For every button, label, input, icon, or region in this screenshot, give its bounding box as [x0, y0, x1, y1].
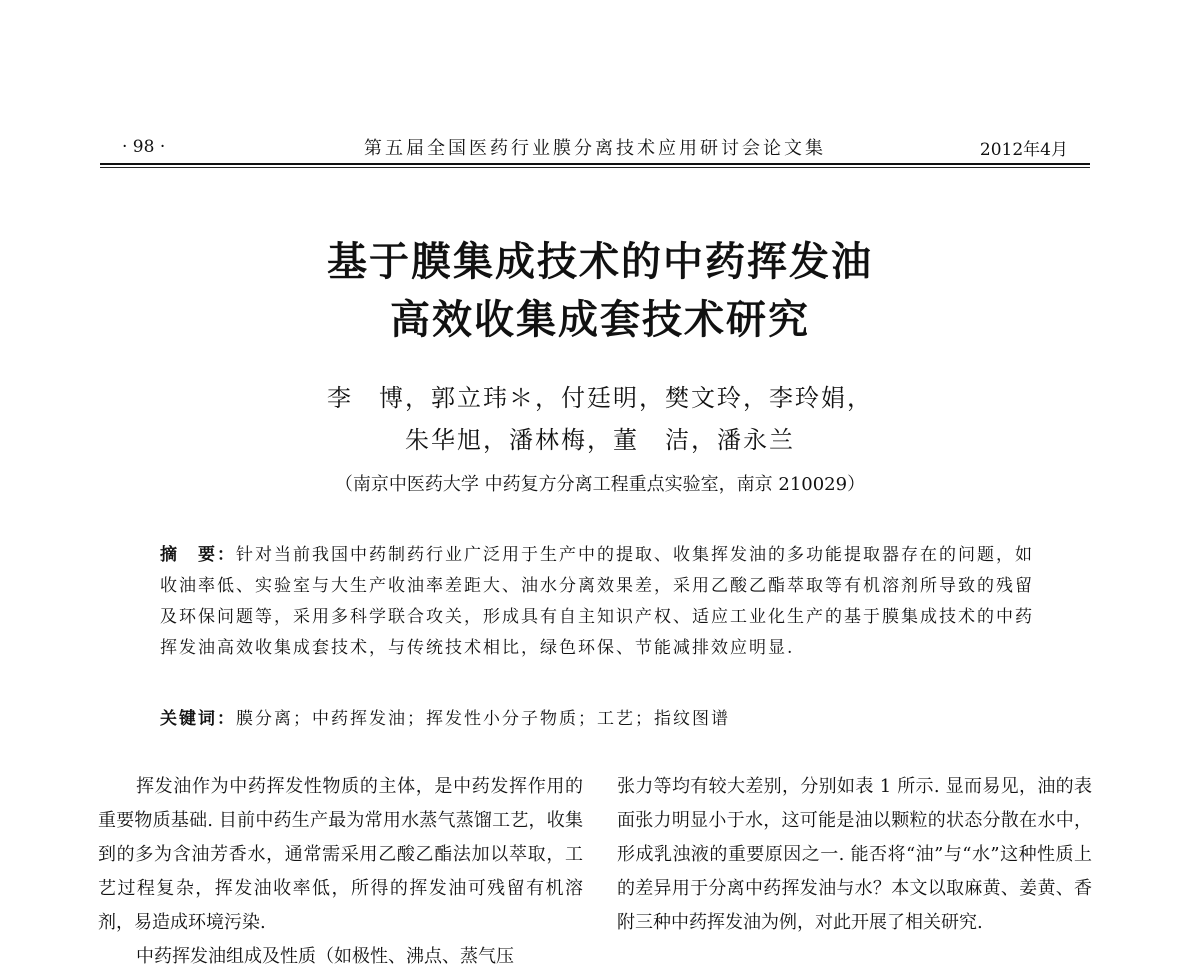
abstract-text: 针对当前我国中药制药行业广泛用于生产中的提取、收集挥发油的多功能提取器存在的问题，如收油率低、实验室与大生产收油率差距大、油水分离效果差，采用乙酸乙酯萃取等有机溶剂所导致的残留及环保问题等，采用多科学联合攻关，形成具有自主知识产权、适应工业化生产的基于膜集成技术的中药挥发油高效收集成套技术，与传统技术相比，绿色环保、节能减排效应明显. [160, 545, 1034, 658]
running-header [100, 134, 1090, 164]
body-column-left [98, 770, 583, 974]
keywords-label: 关键词： [160, 709, 236, 729]
affiliation: （南京中医药大学 中药复方分离工程重点实验室，南京 210029） [334, 474, 866, 495]
abstract [160, 540, 1040, 664]
authors-line-2: 朱华旭，潘林梅，董 洁，潘永兰 [405, 426, 795, 454]
header-rule [100, 163, 1090, 165]
keywords-text: 膜分离；中药挥发油；挥发性小分子物质；工艺；指纹图谱 [236, 709, 730, 729]
page-number: · 98 · [122, 137, 166, 157]
paper-title-line-2: 高效收集成套技术研究 [390, 297, 810, 343]
abstract-label: 摘 要： [160, 545, 236, 565]
authors-line-1: 李 博，郭立玮＊，付廷明，樊文玲，李玲娟， [327, 384, 873, 412]
proceedings-title: 第五届全国医药行业膜分离技术应用研讨会论文集 [364, 138, 826, 159]
body-paragraph-next: 中药挥发油组成及性质（如极性、沸点、蒸气压 [136, 946, 514, 967]
header-rule-thin [100, 167, 1090, 168]
publication-date: 2012年4月 [979, 140, 1068, 160]
body-paragraph: 挥发油作为中药挥发性物质的主体，是中药发挥作用的重要物质基础. 目前中药生产最为常用水蒸气蒸馏工艺，收集到的多为含油芳香水，通常需采用乙酸乙酯法加以萃取，工艺过程复杂，挥发油收率低，所得的挥发油可残留有机溶剂，易造成环境污染. [98, 776, 583, 933]
paper-title-line-1: 基于膜集成技术的中药挥发油 [327, 239, 873, 285]
body-paragraph: 张力等均有较大差别，分别如表 1 所示. 显而易见，油的表面张力明显小于水，这可能是油以颗粒的状态分散在水中，形成乳浊液的重要原因之一. 能否将“油”与“水”这种性质上的差异用于分离中药挥发油与水？本文以取麻黄、姜黄、香附三种中药挥发油为例，对此开展了相关研究. [617, 776, 1092, 933]
keywords [160, 704, 1040, 729]
body-column-right [617, 770, 1092, 940]
